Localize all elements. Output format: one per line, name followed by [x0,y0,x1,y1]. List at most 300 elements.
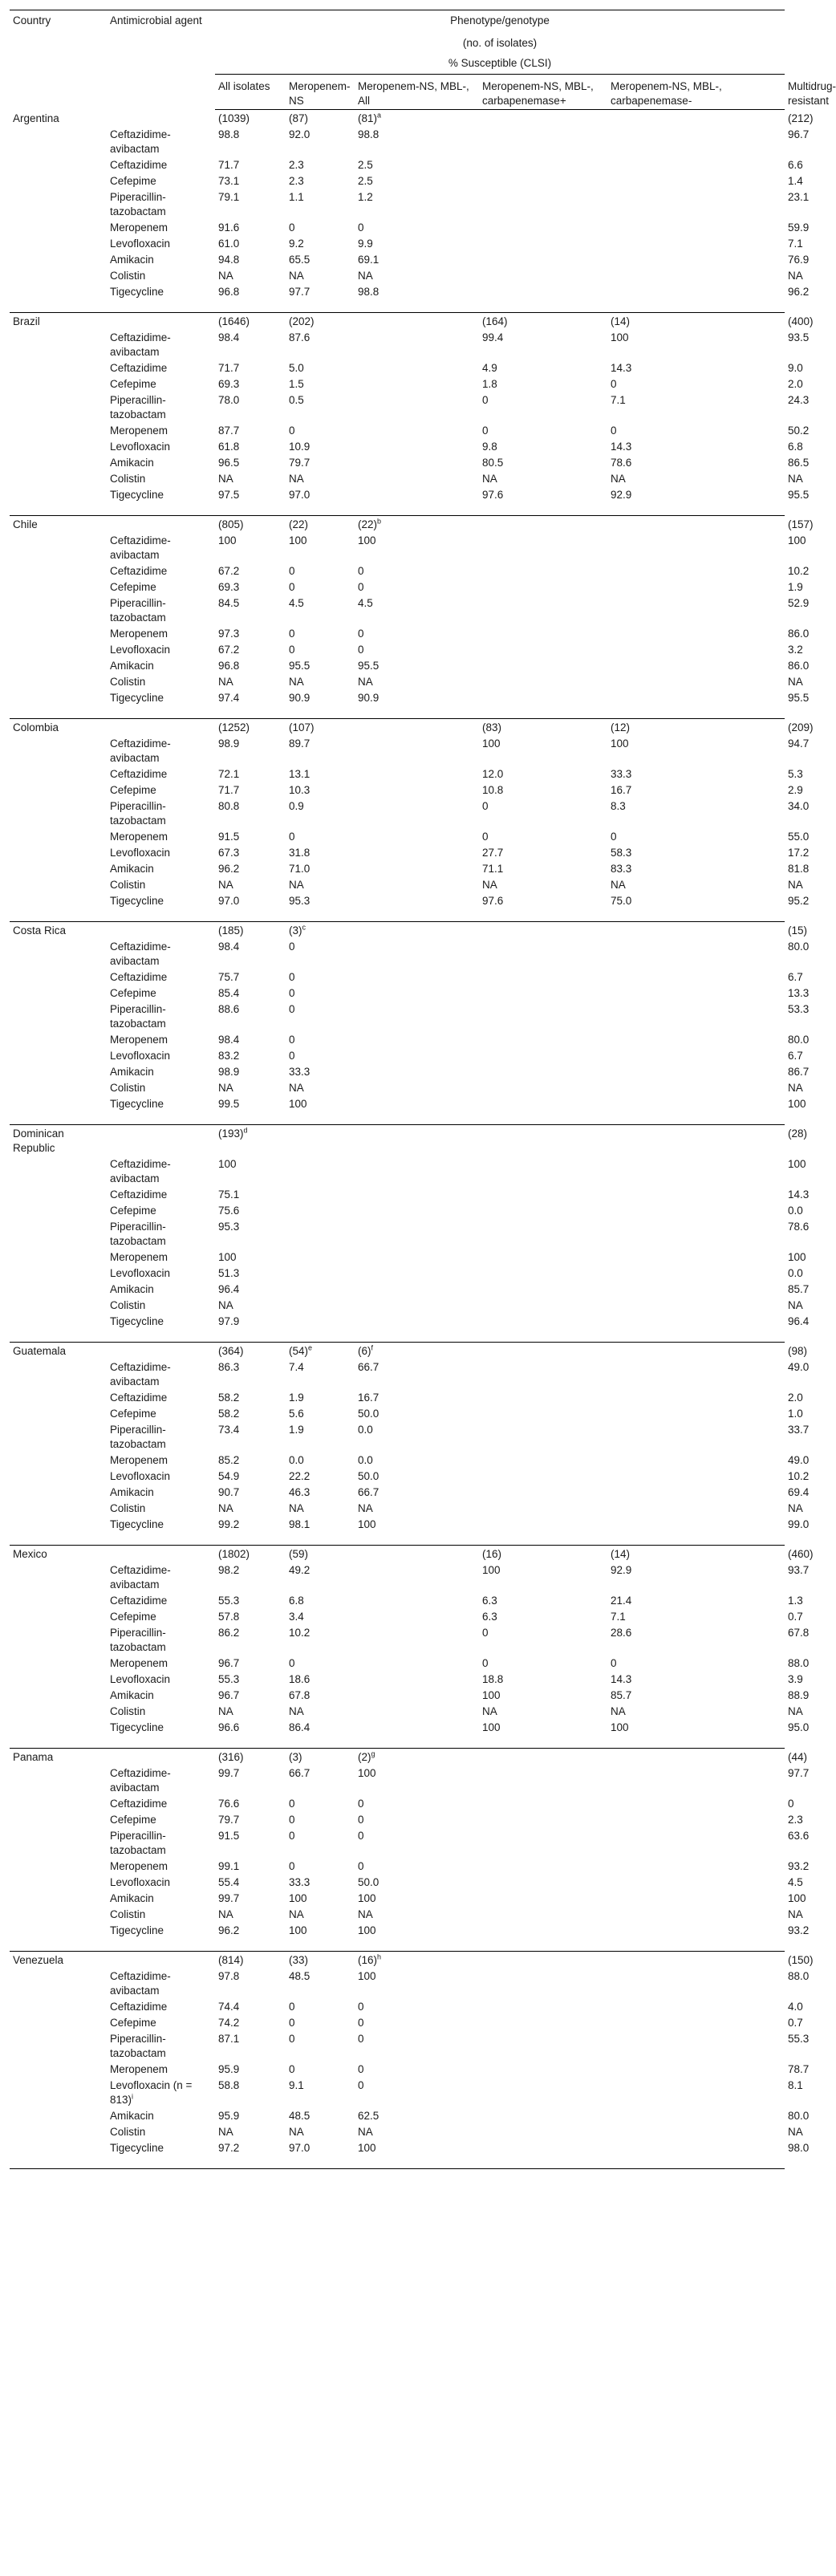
country-cell [10,284,107,313]
isolate-count [215,110,286,128]
susceptibility-value [355,376,479,392]
susceptibility-value: 66.7 [289,1767,310,1779]
agent-label: Ceftazidime-avibactam [110,331,171,358]
agent-label: Meropenem [110,221,168,234]
count-value: (15) [788,924,808,937]
susceptibility-value [607,690,785,719]
susceptibility-value: 98.4 [218,331,240,343]
agent-name [107,1096,215,1125]
count-value: (44) [788,1751,808,1763]
susceptibility-value: 92.9 [611,489,632,501]
isolate-count [479,1952,607,1969]
agent-name [107,1907,215,1923]
table-row: Meropenem 99.1 0 0 93.2 [10,1859,785,1875]
susceptibility-value [355,985,479,1002]
susceptibility-value: 61.0 [218,238,240,250]
susceptibility-value [479,1002,607,1032]
isolate-count [355,1125,479,1157]
count-value: (400) [788,315,814,327]
agent-label: Levofloxacin [110,238,171,250]
susceptibility-value [607,1298,785,1314]
table-row: Tigecycline 99.5 100 100 [10,1096,785,1125]
table-row: Cefepime 69.3 0 0 1.9 [10,579,785,595]
country-row [10,516,785,534]
isolate-count [607,1749,785,1766]
susceptibility-value [607,563,785,579]
susceptibility-value: 50.0 [358,1470,379,1482]
country-cell [10,127,107,157]
table-row: Piperacillin-tazobactam 86.2 10.2 0 28.6 67.8 [10,1625,785,1656]
agent-name [107,1469,215,1485]
susceptibility-value: NA [289,1082,304,1094]
susceptibility-value [479,1282,607,1298]
susceptibility-value: NA [218,676,233,688]
susceptibility-value: 0.5 [289,394,304,406]
agent-label: Cefepime [110,378,156,390]
susceptibility-value [355,1219,479,1249]
susceptibility-value [479,1828,607,1859]
susceptibility-value [355,1156,479,1187]
susceptibility-value: 95.9 [218,2063,240,2075]
susceptibility-value: 0.0 [358,1424,373,1436]
table-row: Colistin NA NA NA NA [10,1907,785,1923]
agent-name [107,1187,215,1203]
susceptibility-value: 85.2 [218,1454,240,1466]
susceptibility-value: 0 [358,221,364,234]
susceptibility-value: 10.8 [482,784,504,796]
susceptibility-value [355,1249,479,1266]
agent-name [107,1688,215,1704]
agent-label: Colistin [110,1299,146,1311]
susceptibility-value [607,1266,785,1282]
agent-label: Tigecycline [110,2142,164,2154]
country-cell [10,1406,107,1422]
agent-name [107,642,215,658]
susceptibility-value: NA [218,473,233,485]
agent-name [107,563,215,579]
susceptibility-value: 0 [482,1657,489,1669]
susceptibility-value [607,1048,785,1064]
table-row: Cefepime 74.2 0 0 0.7 [10,2015,785,2031]
susceptibility-value [355,1298,479,1314]
susceptibility-value [607,1875,785,1891]
susceptibility-value: 74.4 [218,2001,240,2013]
susceptibility-value [355,392,479,423]
susceptibility-value [479,157,607,173]
susceptibility-value [607,157,785,173]
susceptibility-value [479,1812,607,1828]
isolate-count [607,1343,785,1360]
table-row: Ceftazidime-avibactam 86.3 7.4 66.7 49.0 [10,1359,785,1390]
susceptibility-value: 0 [358,2063,364,2075]
susceptibility-value [286,1314,355,1343]
agent-label: Ceftazidime-avibactam [110,1970,171,1997]
susceptibility-value [479,1048,607,1064]
susceptibility-value: 98.9 [218,737,240,750]
table-row: Ceftazidime-avibactam 98.4 87.6 99.4 100 93.5 [10,330,785,360]
agent-label: Colistin [110,270,146,282]
susceptibility-value: NA [482,1705,497,1717]
agent-label: Tigecycline [110,1721,164,1733]
agent-name [107,1625,215,1656]
agent-label: Ceftazidime-avibactam [110,737,171,764]
agent-label: Cefepime [110,1205,156,1217]
susceptibility-value: NA [358,2126,373,2138]
susceptibility-value: 0 [289,941,295,953]
susceptibility-value [479,2108,607,2124]
susceptibility-value [479,1999,607,2015]
susceptibility-value: 0 [482,1627,489,1639]
table-row: Ceftazidime 72.1 13.1 12.0 33.3 5.3 [10,766,785,782]
count-value: (460) [788,1548,814,1560]
agent-name [107,1266,215,1282]
table-row: Ceftazidime-avibactam 98.8 92.0 98.8 96.7 [10,127,785,157]
table-row: Tigecycline 97.5 97.0 97.6 92.9 95.5 [10,487,785,516]
susceptibility-value: 48.5 [289,2110,310,2122]
susceptibility-value: NA [218,1705,233,1717]
agent-name [107,1080,215,1096]
susceptibility-value [355,877,479,893]
susceptibility-value [355,893,479,922]
agent-label: Piperacillin-tazobactam [110,1627,166,1653]
susceptibility-value: 96.5 [218,457,240,469]
isolate-count [286,1546,355,1563]
susceptibility-value [355,1656,479,1672]
susceptibility-value: 100 [358,1892,376,1904]
table-row: Ceftazidime-avibactam 100 100 100 100 [10,533,785,563]
susceptibility-value [607,969,785,985]
susceptibility-value [607,268,785,284]
susceptibility-value: 0 [289,831,295,843]
susceptibility-value [286,1203,355,1219]
table-container [10,10,836,2169]
susceptibility-value: 0 [482,425,489,437]
country-cell [10,674,107,690]
susceptibility-value: 0 [482,800,489,812]
table-row: Piperacillin-tazobactam 84.5 4.5 4.5 52.9 [10,595,785,626]
agent-label: Ceftazidime [110,1595,168,1607]
susceptibility-value: 99.4 [482,331,504,343]
country-cell [10,1720,107,1749]
agent-name [107,1219,215,1249]
table-row: Amikacin 96.4 85.7 [10,1282,785,1298]
agent-label: Ceftazidime [110,1188,168,1201]
susceptibility-value [479,1314,607,1343]
isolate-count [215,1343,286,1360]
count-value: (364) [218,1345,244,1357]
susceptibility-value [607,1282,785,1298]
agent-name [107,439,215,455]
susceptibility-value: 67.8 [289,1689,310,1701]
susceptibility-value [479,1422,607,1453]
susceptibility-value: NA [611,879,626,891]
susceptibility-value: 80.8 [218,800,240,812]
agent-label: Ceftazidime [110,768,168,780]
footnote-marker: a [377,111,382,120]
header-no-isolates: (no. of isolates) [462,37,538,49]
country-cell [10,1469,107,1485]
country-cell [10,471,107,487]
header-susceptible: % Susceptible (CLSI) [215,51,785,75]
country-cell [10,392,107,423]
susceptibility-value: 73.1 [218,175,240,187]
table-row: Cefepime 75.6 0.0 [10,1203,785,1219]
country-cell [10,533,107,563]
count-value: (316) [218,1751,244,1763]
isolate-count [286,1343,355,1360]
susceptibility-value: 91.5 [218,831,240,843]
susceptibility-value [479,1907,607,1923]
susceptibility-value: 98.8 [358,128,379,140]
isolate-count [355,110,479,128]
country-row [10,110,785,128]
table-row: Amikacin 96.8 95.5 95.5 86.0 [10,658,785,674]
agent-label: Ceftazidime-avibactam [110,1564,171,1591]
isolate-count [286,1952,355,1969]
susceptibility-value [607,1314,785,1343]
susceptibility-value: 66.7 [358,1361,379,1373]
agent-label: Meropenem [110,2063,168,2075]
susceptibility-value: 74.2 [218,2017,240,2029]
susceptibility-value: 86.3 [218,1361,240,1373]
footnote-marker: e [308,1343,313,1352]
country-cell [10,189,107,220]
agent-name [107,985,215,1002]
susceptibility-value [607,236,785,252]
susceptibility-value: NA [289,1908,304,1920]
susceptibility-value [355,845,479,861]
susceptibility-value [607,1219,785,1249]
count-value: (2) [358,1751,371,1763]
susceptibility-value: 67.2 [218,565,240,577]
table-row: Piperacillin-tazobactam 91.5 0 0 63.6 [10,1828,785,1859]
country-cell [10,268,107,284]
agent-label: Meropenem [110,1454,168,1466]
agent-name [107,1875,215,1891]
agent-label: Cefepime [110,784,156,796]
isolate-count [479,1749,607,1766]
susceptibility-value [607,579,785,595]
isolate-count [479,922,607,940]
susceptibility-value [479,1187,607,1203]
agent-name [107,1796,215,1812]
susceptibility-value [607,595,785,626]
susceptibility-value: NA [218,1082,233,1094]
susceptibility-value [355,1593,479,1609]
isolate-count [355,313,479,331]
count-value: (1646) [218,315,250,327]
agent-name [107,423,215,439]
susceptibility-value: 89.7 [289,737,310,750]
susceptibility-value: 100 [611,1721,629,1733]
country-cell [10,1298,107,1314]
isolate-count [607,719,785,737]
country-cell [10,1812,107,1828]
susceptibility-value [479,1298,607,1314]
susceptibility-value [355,782,479,798]
susceptibility-value: 61.8 [218,441,240,453]
susceptibility-value: 83.2 [218,1050,240,1062]
susceptibility-value: 51.3 [218,1267,240,1279]
count-value: (202) [289,315,315,327]
susceptibility-value [607,1859,785,1875]
agent-label: Ceftazidime [110,362,168,374]
table-row: Levofloxacin 61.0 9.2 9.9 7.1 [10,236,785,252]
susceptibility-value [479,985,607,1002]
country-name: Colombia [10,719,107,737]
susceptibility-value: 7.4 [289,1361,304,1373]
susceptibility-value [479,563,607,579]
agent-name [107,268,215,284]
table-row: Tigecycline 97.2 97.0 100 98.0 [10,2140,785,2169]
agent-name [107,1828,215,1859]
susceptibility-value: 0 [289,2017,295,2029]
susceptibility-value: 71.7 [218,362,240,374]
country-cell [10,985,107,1002]
country-name: Dominican Republic [10,1125,107,1157]
count-value: (81) [358,112,378,124]
isolate-count [286,1125,355,1157]
susceptibility-value: 97.6 [482,489,504,501]
susceptibility-value [607,1002,785,1032]
country-cell [10,2031,107,2062]
susceptibility-value: 69.1 [358,254,379,266]
susceptibility-value: 0 [289,1657,295,1669]
table-row: Ceftazidime 67.2 0 0 10.2 [10,563,785,579]
agent-blank [107,1125,215,1157]
isolate-count [607,1952,785,1969]
country-name: Costa Rica [10,922,107,940]
susceptibility-value: 75.0 [611,895,632,907]
agent-blank [107,922,215,940]
isolate-count [479,313,607,331]
susceptibility-value: 99.2 [218,1518,240,1530]
susceptibility-value: 62.5 [358,2110,379,2122]
susceptibility-value: 97.2 [215,2140,286,2169]
country-name: Brazil [10,313,107,331]
susceptibility-value: 84.5 [218,597,240,609]
susceptibility-value [607,2015,785,2031]
susceptibility-value: 87.7 [218,425,240,437]
isolate-count [479,516,607,534]
table-row: Amikacin 99.7 100 100 100 [10,1891,785,1907]
susceptibility-value: 0 [358,1798,364,1810]
country-cell [10,658,107,674]
susceptibility-value: 1.2 [358,191,373,203]
susceptibility-value: NA [218,1908,233,1920]
susceptibility-value [355,1048,479,1064]
susceptibility-value: 100 [358,1518,376,1530]
agent-name [107,1156,215,1187]
agent-name [107,1453,215,1469]
agent-name [107,782,215,798]
susceptibility-value [479,1096,607,1125]
susceptibility-value: 96.7 [218,1689,240,1701]
susceptibility-value: 95.9 [218,2110,240,2122]
agent-label: Piperacillin-tazobactam [110,1424,166,1450]
susceptibility-value: 85.7 [611,1689,632,1701]
agent-name [107,2124,215,2140]
agent-label: Amikacin [110,863,154,875]
country-cell [10,1609,107,1625]
susceptibility-value: 6.3 [482,1611,497,1623]
country-cell [10,1593,107,1609]
country-cell [10,1517,107,1546]
isolate-count [215,516,286,534]
susceptibility-table [10,10,836,2169]
susceptibility-value [607,173,785,189]
susceptibility-value [355,439,479,455]
country-row [10,1125,785,1157]
susceptibility-value [355,829,479,845]
susceptibility-value: 0 [482,394,489,406]
country-cell [10,376,107,392]
agent-name [107,1282,215,1298]
agent-name [107,533,215,563]
susceptibility-value: 100 [289,534,307,546]
isolate-count [215,1952,286,1969]
agent-name [107,1720,215,1749]
isolate-count [355,1749,479,1766]
agent-label: Levofloxacin [110,1876,171,1888]
count-value: (98) [788,1345,808,1357]
susceptibility-value: 92.0 [289,128,310,140]
susceptibility-value: 100 [289,1924,307,1936]
isolate-count [607,516,785,534]
susceptibility-value: 99.1 [218,1860,240,1872]
susceptibility-value [355,360,479,376]
susceptibility-value [355,1032,479,1048]
susceptibility-value: 76.6 [218,1798,240,1810]
susceptibility-value: 100 [611,331,629,343]
agent-name [107,829,215,845]
count-value: (164) [482,315,508,327]
count-value: (1039) [218,112,250,124]
agent-blank [107,110,215,128]
country-cell [10,1796,107,1812]
count-value: (209) [788,721,814,733]
country-cell [10,1891,107,1907]
isolate-count [355,1546,479,1563]
agent-name [107,330,215,360]
agent-label: Tigecycline [110,1924,164,1936]
count-value: (1252) [218,721,250,733]
country-cell [10,2015,107,2031]
susceptibility-value: 67.2 [218,644,240,656]
agent-name [107,173,215,189]
agent-blank [107,1749,215,1766]
susceptibility-value [607,1096,785,1125]
susceptibility-value: 97.6 [482,895,504,907]
table-row: Piperacillin-tazobactam 80.8 0.9 0 8.3 34.0 [10,798,785,829]
table-row: Piperacillin-tazobactam 87.1 0 0 55.3 [10,2031,785,2062]
agent-name [107,189,215,220]
susceptibility-value: 0 [358,644,364,656]
susceptibility-value: 71.7 [218,784,240,796]
country-name: Mexico [10,1546,107,1563]
agent-label: Cefepime [110,987,156,999]
table-row: Meropenem 91.6 0 0 59.9 [10,220,785,236]
susceptibility-value [355,1720,479,1749]
susceptibility-value [607,642,785,658]
susceptibility-value [479,690,607,719]
country-cell [10,877,107,893]
agent-label: Amikacin [110,254,154,266]
count-value: (212) [788,112,814,124]
table-row: Cefepime 69.3 1.5 1.8 0 2.0 [10,376,785,392]
susceptibility-value: NA [218,1299,233,1311]
agent-label: Amikacin [110,1283,154,1295]
